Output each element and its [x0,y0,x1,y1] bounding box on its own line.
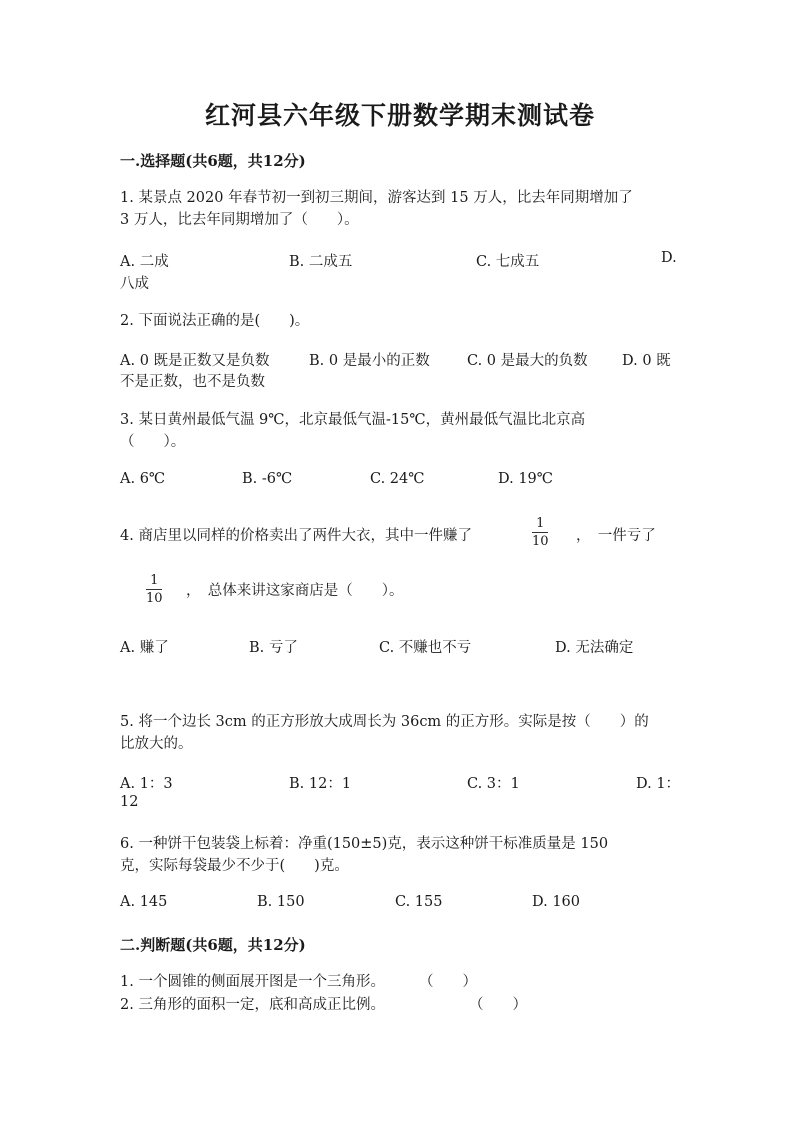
question-2-option-a: A. 0 既是正数又是负数 [120,353,270,369]
question-5-option-d: D. 1： [636,776,681,792]
question-4-option-b: B. 亏了 [249,640,298,656]
question-4-line-2: ， 总体来讲这家商店是（ ）。 [186,583,404,599]
question-6-option-a: A. 145 [120,894,168,910]
question-1-option-d: D. [661,250,677,266]
fraction-bar [146,589,162,590]
exam-title: 红河县六年级下册数学期末测试卷 [204,101,595,130]
question-1-line-2: 3 万人，比去年同期增加了（ ）。 [120,212,359,228]
section-heading-judgement: 二.判断题(共6题，共12分) [120,936,306,954]
question-1-line-1: 1. 某景点 2020 年春节初一到初三期间，游客达到 15 万人，比去年同期增加了 [120,190,633,206]
question-3-line-2: （ ）。 [120,434,186,450]
fraction-numerator: 1 [150,573,159,588]
question-2-option-d: D. 0 既 [622,353,671,369]
question-4-fraction-2 [146,573,163,606]
question-2-option-c: C. 0 是最大的负数 [467,353,588,369]
judgement-item-1 [120,970,680,994]
question-1-option-d-text: 八成 [120,276,149,292]
question-4-line-1-a: 4. 商店里以同样的价格卖出了两件大衣，其中一件赚了 [120,528,472,544]
question-4-line-1-b: ， 一件亏了 [576,528,656,544]
question-6-line-1: 6. 一种饼干包装袋上标着：净重(150±5)克，表示这种饼干标准质量是 150 [120,836,609,852]
question-5-option-b: B. 12：1 [289,776,352,792]
question-6-option-b: B. 150 [257,894,305,910]
question-1-option-c: C. 七成五 [476,254,540,270]
question-6-option-c: C. 155 [395,894,443,910]
question-3-option-c: C. 24℃ [370,471,425,487]
question-4-option-a: A. 赚了 [120,640,169,656]
fraction-denominator: 10 [532,534,549,549]
question-3-option-d: D. 19℃ [498,471,553,487]
fraction-numerator: 1 [536,516,545,531]
question-2-option-d-text: 不是正数，也不是负数 [120,374,265,390]
question-3-line-1: 3. 某日黄州最低气温 9℃，北京最低气温-15℃，黄州最低气温比北京高 [120,412,586,428]
question-5-option-c: C. 3：1 [467,776,520,792]
judgement-item-text: 1. 一个圆锥的侧面展开图是一个三角形。 [120,974,385,990]
section-heading-choice: 一.选择题(共6题，共12分) [120,152,306,170]
question-3-option-b: B. -6℃ [242,471,293,487]
question-6-option-d: D. 160 [532,894,581,910]
judgement-item-2 [120,993,680,1017]
question-4-option-c: C. 不赚也不亏 [379,640,472,656]
fraction-bar [532,532,548,533]
question-3-option-a: A. 6℃ [120,471,166,487]
answer-blank: （ ） [468,997,527,1013]
question-5-option-a: A. 1：3 [120,776,173,792]
fraction-denominator: 10 [146,591,163,606]
question-5-option-d-text: 12 [120,794,139,810]
question-5-line-2: 比放大的。 [120,736,193,752]
question-1-option-a: A. 二成 [120,254,169,270]
question-4-fraction-1 [532,516,549,549]
question-1-option-b: B. 二成五 [289,254,353,270]
question-4-option-d: D. 无法确定 [555,640,634,656]
question-2-line-1: 2. 下面说法正确的是( )。 [120,313,310,329]
question-6-line-2: 克，实际每袋最少不少于( )克。 [120,858,349,874]
question-5-line-1: 5. 将一个边长 3cm 的正方形放大成周长为 36cm 的正方形。实际是按（ ）的 [120,714,649,730]
question-2-option-b: B. 0 是最小的正数 [309,353,430,369]
judgement-item-text: 2. 三角形的面积一定，底和高成正比例。 [120,997,385,1013]
answer-blank: （ ） [418,974,477,990]
